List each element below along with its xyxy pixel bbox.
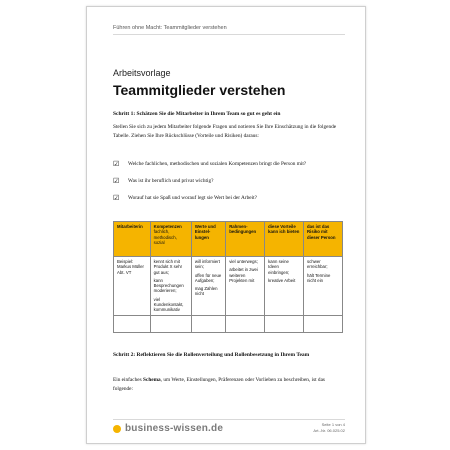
column-header: diese Vorteile kann ich bieten [265,222,304,257]
list-item-text: Was ist ihr beruflich und privat wichtig? [128,178,214,184]
list-item-text: Welche fachlichen, methodischen und sozialen Kompetenzen bringt die Person mit? [128,161,307,167]
document-header: Führen ohne Macht: Teammitglieder verstehen [113,25,227,31]
checkbox-icon: ☑ [113,194,120,202]
table-cell: Beispiel: Markus Müller Abt. VT [114,257,151,316]
brand-logo [113,423,223,434]
column-header: Rahmen-bedingungen [226,222,265,257]
column-header: das ist das Risiko mit dieser Person [304,222,343,257]
table-cell [150,315,191,332]
step1-heading: Schritt 1: Schätzen Sie die Mitarbeiter in Ihrem Team so gut es geht ein [113,111,281,117]
question-list [113,160,345,211]
footer-meta [313,422,345,434]
column-header: Mitarbeiterin [114,222,151,257]
checkbox-icon: ☑ [113,160,120,168]
table-cell [191,315,225,332]
table-cell: will informiert sein; offen für neue Aufgaben; mag Zahlen nicht [191,257,225,316]
assessment-table [113,221,343,333]
brand-dot-icon [113,425,121,433]
table-cell [226,315,265,332]
table-cell [304,315,343,332]
column-header: Werte und Einstel-lungen [191,222,225,257]
table-row [114,315,343,332]
list-item [113,160,345,169]
column-header: Kompetenzen fachlich, methodisch, sozial [150,222,191,257]
list-item [113,177,345,186]
table-cell: kann seine Ideen einbringen; kreative Arbeit [265,257,304,316]
table-cell: viel unterwegs; arbeitet in zwei weiteren Projekten mit [226,257,265,316]
table-cell [265,315,304,332]
document-title: Teammitglieder verstehen [113,82,286,98]
checkbox-icon: ☑ [113,177,120,185]
table-cell: kennt sich mit Produkt X sehr gut aus; kann Besprechungen moderieren; viel Kundenkontakt, kommunikativ [150,257,191,316]
intro-paragraph: Stellen Sie sich zu jedem Mitarbeiter folgende Fragen und notieren Sie Ihre Einschätzung in die folgende Tabelle. Ziehen Sie Ihre Rückschlüsse (Vorteile und Risiken) daraus: [113,124,337,139]
list-item-text: Worauf hat sie Spaß und worauf legt sie Wert bei der Arbeit? [128,195,257,201]
step2-heading: Schritt 2: Reflektieren Sie die Rollenverteilung und Rollenbesetzung in Ihrem Team [113,352,310,358]
header-divider [113,34,345,35]
table-row [114,257,343,316]
table-header-row [114,222,343,257]
table-cell [114,315,151,332]
document-page [86,6,366,444]
table-cell: schwer erreichbar; hält Termine nicht ein [304,257,343,316]
list-item [113,194,345,203]
page-number: Seite 1 von 4 [321,422,345,427]
brand-name: business-wissen.de [125,423,224,434]
step2-paragraph: Ein einfaches Schema, um Werte, Einstellungen, Präferenzen oder Vorlieben zu beschreiben, ist das folgende: [113,377,325,392]
document-subtitle: Arbeitsvorlage [113,68,171,78]
article-number: Art.-Nr. 06.025.02 [313,428,345,433]
footer-divider [113,419,345,420]
